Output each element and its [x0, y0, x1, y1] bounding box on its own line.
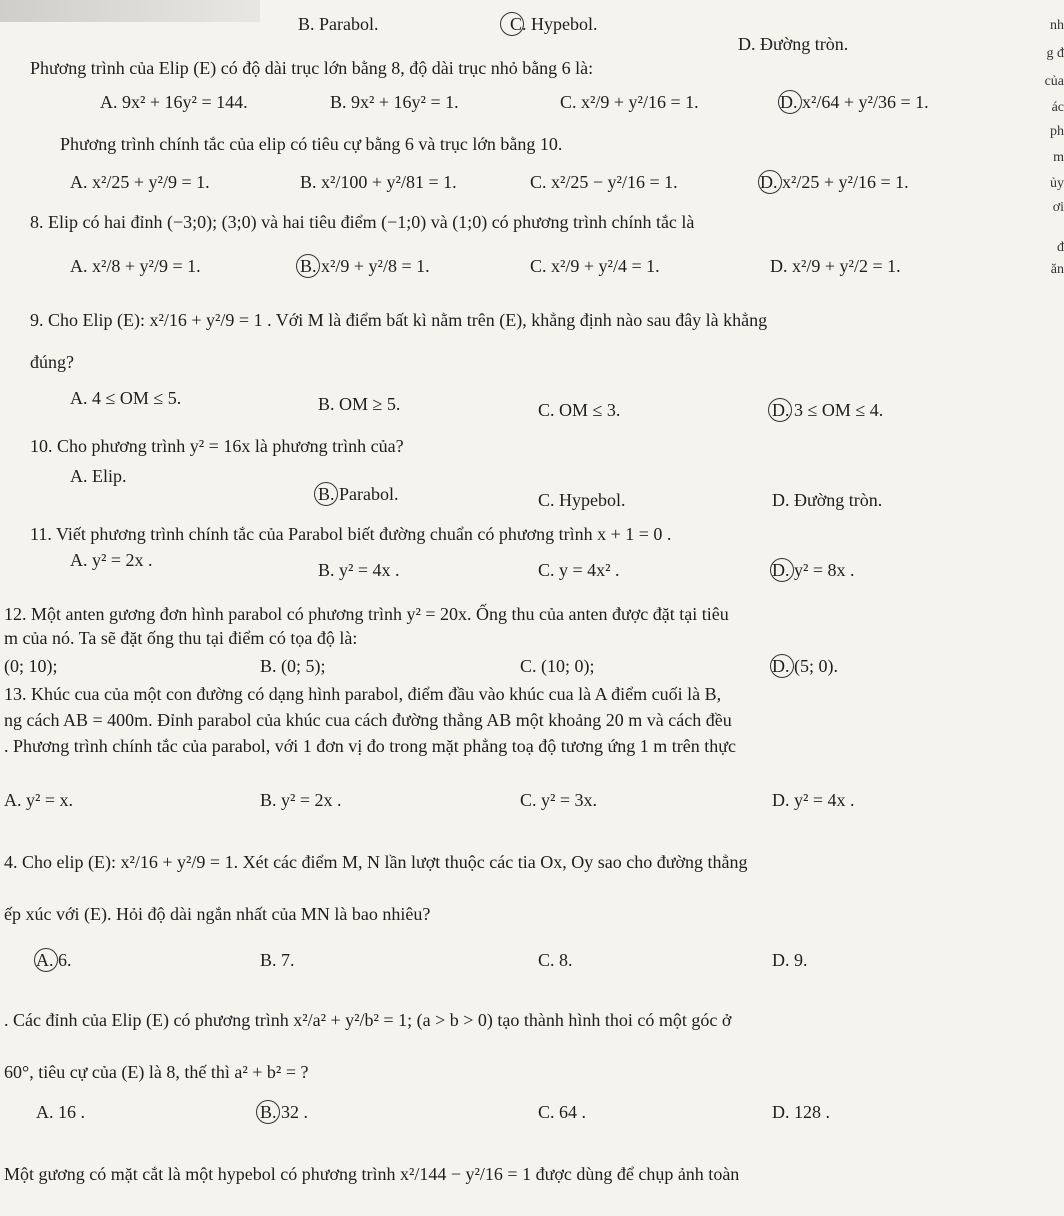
q9-option-d: D. 3 ≤ OM ≤ 4. [772, 400, 884, 420]
answer-circle [500, 12, 524, 36]
q8-option-a: A. x²/8 + y²/9 = 1. [70, 256, 201, 276]
q8-stem: 8. Elip có hai đỉnh (−3;0); (3;0) và hai tiêu điểm (−1;0) và (1;0) có phương trình chính tắc là [30, 212, 695, 232]
q15-option-d: D. 128 . [772, 1102, 830, 1122]
q13-stem: 13. Khúc cua của một con đường có dạng hình parabol, điểm đầu vào khúc cua là A điểm cuối là B, [4, 684, 722, 704]
q15-option-a: A. 16 . [36, 1102, 85, 1122]
q14-stem: 4. Cho elip (E): x²/16 + y²/9 = 1. Xét các điểm M, N lần lượt thuộc các tia Ox, Oy sao cho đường thẳng [4, 852, 748, 872]
answer-circle [770, 654, 794, 678]
q16-stem: Một gương có mặt cắt là một hypebol có phương trình x²/144 − y²/16 = 1 được dùng để chụp ảnh toàn [4, 1164, 740, 1184]
q6-option-d: D. x²/64 + y²/36 = 1. [780, 92, 929, 112]
q12-option-d: D. (5; 0). [772, 656, 838, 676]
q12-stem: 12. Một anten gương đơn hình parabol có phương trình y² = 20x. Ống thu của anten được đặt tại tiêu [4, 604, 729, 624]
q11-option-c: C. y = 4x² . [538, 560, 620, 580]
prev-option-b: B. Parabol. [298, 14, 379, 34]
q7-option-c: C. x²/25 − y²/16 = 1. [530, 172, 678, 192]
q13-option-c: C. y² = 3x. [520, 790, 598, 810]
q13-stem-cont: ng cách AB = 400m. Đỉnh parabol của khúc cua cách đường thẳng AB một khoảng 20 m và cách đều [4, 710, 732, 730]
q7-option-b: B. x²/100 + y²/81 = 1. [300, 172, 457, 192]
q11-option-d: D. y² = 8x . [772, 560, 855, 580]
edge-fragment: g đ [1046, 46, 1064, 61]
q14-option-d: D. 9. [772, 950, 808, 970]
answer-circle [34, 948, 58, 972]
edge-fragment: của [1044, 74, 1064, 89]
q15-option-c: C. 64 . [538, 1102, 587, 1122]
q12-option-c: C. (10; 0); [520, 656, 595, 676]
edge-fragment: m [1053, 150, 1064, 165]
q15-stem: . Các đỉnh của Elip (E) có phương trình x²/a² + y²/b² = 1; (a > b > 0) tạo thành hình thoi có một góc ở [4, 1010, 732, 1030]
edge-fragment: ủy [1050, 176, 1064, 191]
edge-fragment: ph [1050, 124, 1064, 139]
prev-option-c: C. Hypebol. [510, 14, 598, 34]
q10-option-b: B. Parabol. [318, 484, 399, 504]
q10-option-c: C. Hypebol. [538, 490, 626, 510]
q9-stem: 9. Cho Elip (E): x²/16 + y²/9 = 1 . Với M là điểm bất kì nằm trên (E), khẳng định nào sau đây là khẳng [30, 310, 768, 330]
q15-stem-cont: 60°, tiêu cự của (E) là 8, thế thì a² + b² = ? [4, 1062, 309, 1082]
answer-circle [778, 90, 802, 114]
q11-stem: 11. Viết phương trình chính tắc của Parabol biết đường chuẩn có phương trình x + 1 = 0 . [30, 524, 672, 544]
edge-fragment: nh [1050, 18, 1064, 33]
q12-option-b: B. (0; 5); [260, 656, 326, 676]
q7-option-a: A. x²/25 + y²/9 = 1. [70, 172, 210, 192]
q10-option-d: D. Đường tròn. [772, 490, 883, 510]
q11-option-b: B. y² = 4x . [318, 560, 400, 580]
q6-option-b: B. 9x² + 16y² = 1. [330, 92, 459, 112]
q6-option-c: C. x²/9 + y²/16 = 1. [560, 92, 699, 112]
q9-option-b: B. OM ≥ 5. [318, 394, 401, 414]
q6-stem: Phương trình của Elip (E) có độ dài trục lớn bằng 8, độ dài trục nhỏ bằng 6 là: [30, 58, 594, 78]
edge-fragment: ơi [1052, 200, 1064, 215]
answer-circle [296, 254, 320, 278]
top-edge-shadow [0, 0, 260, 22]
edge-fragment: ăn [1050, 262, 1064, 277]
q9-option-c: C. OM ≤ 3. [538, 400, 621, 420]
edge-fragment: đ [1057, 240, 1064, 255]
answer-circle [758, 170, 782, 194]
q12-option-a: (0; 10); [4, 656, 58, 676]
answer-circle [256, 1100, 280, 1124]
q7-stem: Phương trình chính tắc của elip có tiêu cự bằng 6 và trục lớn bằng 10. [60, 134, 563, 154]
answer-circle [770, 558, 794, 582]
q11-option-a: A. y² = 2x . [70, 550, 153, 570]
q8-option-c: C. x²/9 + y²/4 = 1. [530, 256, 660, 276]
answer-circle [768, 398, 792, 422]
q8-option-b: B. x²/9 + y²/8 = 1. [300, 256, 430, 276]
answer-circle [314, 482, 338, 506]
q13-stem-cont2: . Phương trình chính tắc của parabol, với 1 đơn vị đo trong mặt phẳng toạ độ tương ứng 1 m trên thực [4, 736, 736, 756]
q6-option-a: A. 9x² + 16y² = 144. [100, 92, 248, 112]
q14-option-c: C. 8. [538, 950, 573, 970]
q10-option-a: A. Elip. [70, 466, 127, 486]
prev-option-d: D. Đường tròn. [738, 34, 849, 54]
q10-stem: 10. Cho phương trình y² = 16x là phương trình của? [30, 436, 404, 456]
q9-stem-cont: đúng? [30, 352, 74, 372]
q13-option-b: B. y² = 2x . [260, 790, 342, 810]
q14-option-b: B. 7. [260, 950, 295, 970]
edge-fragment: ác [1051, 100, 1064, 115]
q14-stem-cont: ếp xúc với (E). Hỏi độ dài ngắn nhất của MN là bao nhiêu? [4, 904, 431, 924]
q7-option-d: D. x²/25 + y²/16 = 1. [760, 172, 909, 192]
q12-stem-cont: m của nó. Ta sẽ đặt ống thu tại điểm có tọa độ là: [4, 628, 358, 648]
q14-option-a: A. 6. [36, 950, 72, 970]
q9-option-a: A. 4 ≤ OM ≤ 5. [70, 388, 182, 408]
q13-option-a: A. y² = x. [4, 790, 74, 810]
q15-option-b: B. 32 . [260, 1102, 309, 1122]
q8-option-d: D. x²/9 + y²/2 = 1. [770, 256, 901, 276]
q13-option-d: D. y² = 4x . [772, 790, 855, 810]
